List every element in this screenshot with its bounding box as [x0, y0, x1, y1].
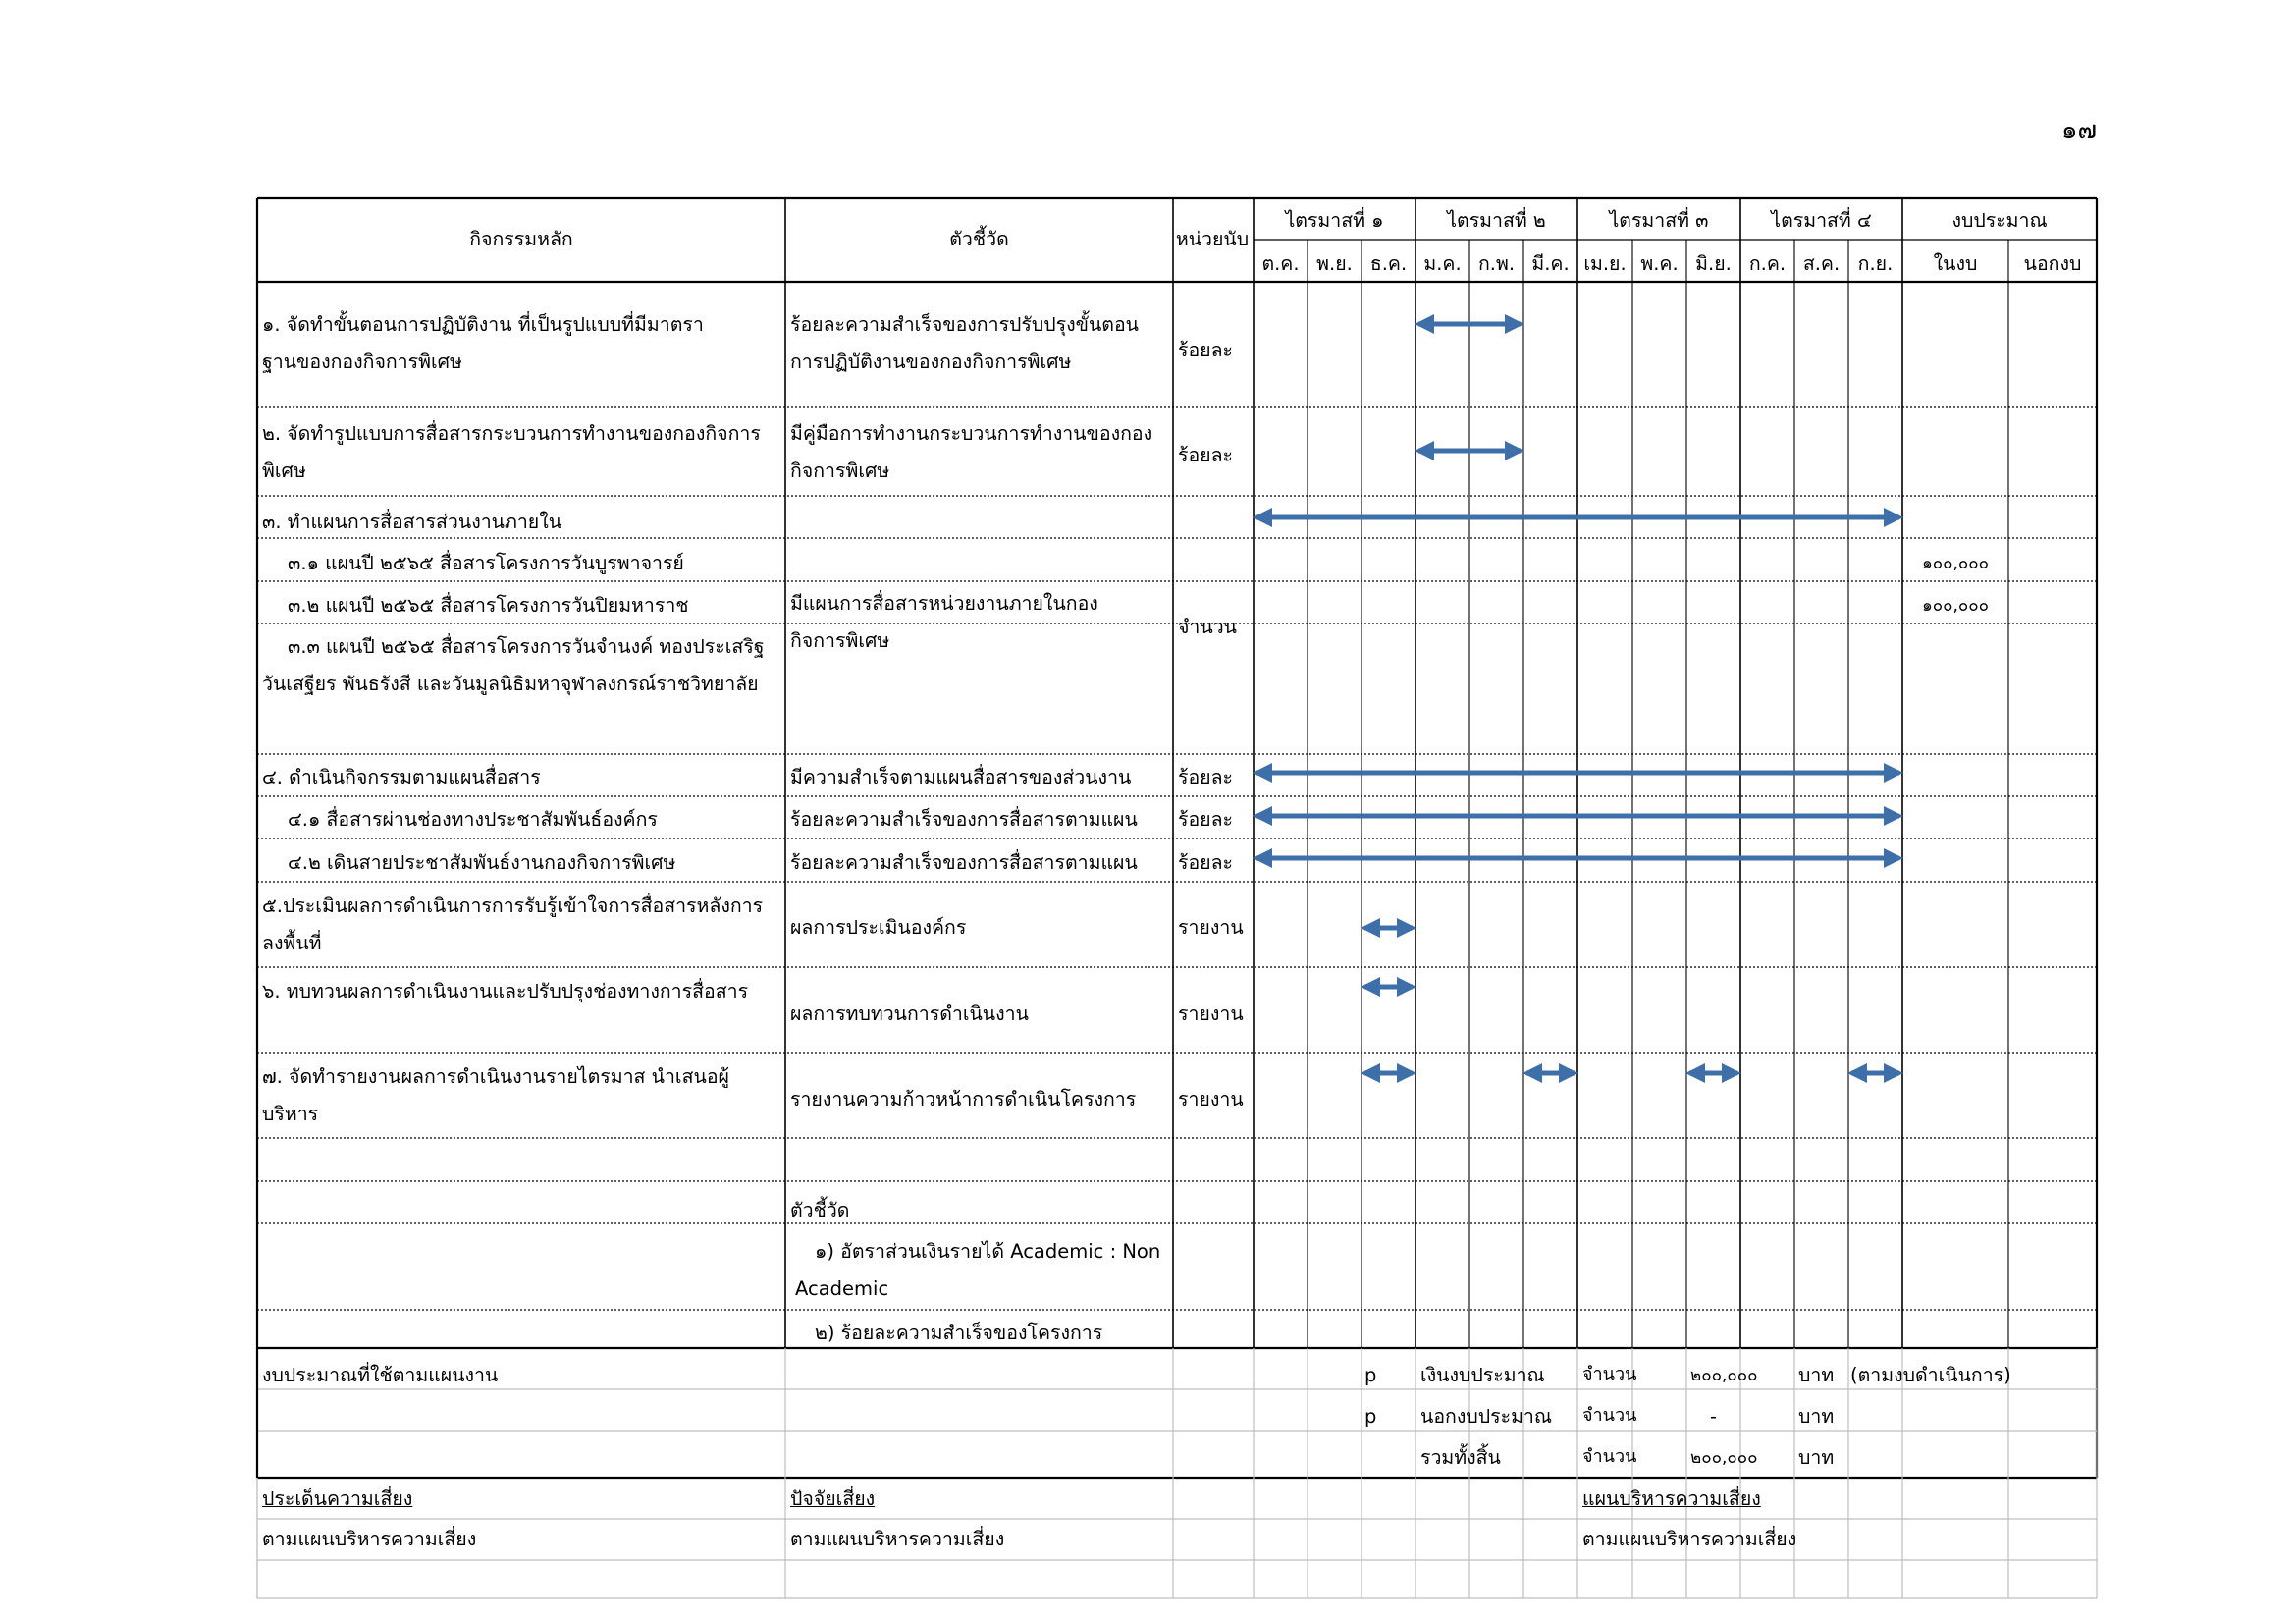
kpi-title: ตัวชี้วัด	[790, 1199, 850, 1221]
row3-indicator: มีแผนการสื่อสารหน่วยงานภายในกองกิจการพิเศษ	[790, 592, 1098, 653]
budget-bullet-1: p	[1364, 1364, 1377, 1386]
header-quarter-1: ไตรมาสที่ ๑	[1285, 209, 1384, 232]
budget-off-amount: -	[1710, 1405, 1718, 1428]
row2-activity: ๒. จัดทำรูปแบบการสื่อสารกระบวนการทำงานของกองกิจการพิเศษ	[262, 422, 761, 483]
month-jul: ก.ค.	[1748, 252, 1787, 275]
header-in-budget: ในงบ	[1933, 252, 1978, 275]
month-nov: พ.ย.	[1316, 252, 1353, 275]
row4-activity: ๔. ดำเนินกิจกรรมตามแผนสื่อสาร	[262, 766, 541, 788]
month-may: พ.ค.	[1640, 252, 1679, 275]
row41-indicator: ร้อยละความสำเร็จของการสื่อสารตามแผน	[790, 808, 1138, 831]
month-jun: มิ.ย.	[1695, 252, 1732, 275]
risk-plan-value: ตามแผนบริหารความเสี่ยง	[1582, 1528, 1797, 1550]
row42-indicator: ร้อยละความสำเร็จของการสื่อสารตามแผน	[790, 851, 1138, 874]
month-jan: ม.ค.	[1423, 252, 1462, 275]
row5-activity: ๕.ประเมินผลการดำเนินการการรับรู้เข้าใจการสื่อสารหลังการลงพื้นที่	[262, 894, 764, 955]
row3-unit: จำนวน	[1178, 616, 1237, 638]
row2-unit: ร้อยละ	[1178, 444, 1234, 466]
row6-indicator: ผลการทบทวนการดำเนินงาน	[790, 1002, 1029, 1025]
budget-in-amount-label: จำนวน	[1582, 1364, 1637, 1384]
budget-in-currency: บาท	[1798, 1364, 1835, 1386]
budget-in-amount: ๒๐๐,๐๐๐	[1690, 1366, 1758, 1385]
budget-total-currency: บาท	[1798, 1446, 1835, 1469]
row4-unit: ร้อยละ	[1178, 766, 1234, 788]
header-quarter-2: ไตรมาสที่ ๒	[1447, 209, 1546, 232]
row3-sub2-budget: ๑๐๐,๐๐๐	[1921, 596, 1990, 616]
budget-total-label: รวมทั้งสิ้น	[1420, 1446, 1501, 1469]
row3-sub1: ๓.๑ แผนปี ๒๕๖๕ สื่อสารโครงการวันบูรพาจารย์	[288, 552, 684, 574]
row7-activity: ๗. จัดทำรายงานผลการดำเนินงานรายไตรมาส นำเสนอผู้บริหาร	[262, 1065, 729, 1126]
budget-off-currency: บาท	[1798, 1405, 1835, 1428]
row3-sub2: ๓.๒ แผนปี ๒๕๖๕ สื่อสารโครงการวันปิยมหาราช	[288, 594, 689, 617]
row3-sub1-budget: ๑๐๐,๐๐๐	[1921, 554, 1990, 573]
budget-note: (ตามงบดำเนินการ)	[1850, 1364, 2011, 1386]
row6-activity: ๖. ทบทวนผลการดำเนินงานและปรับปรุงช่องทางการสื่อสาร	[262, 980, 749, 1002]
budget-total-amount: ๒๐๐,๐๐๐	[1690, 1448, 1758, 1468]
page-number: ๑๗	[2061, 116, 2098, 145]
row42-activity: ๔.๒ เดินสายประชาสัมพันธ์งานกองกิจการพิเศษ	[288, 851, 676, 874]
row4-indicator: มีความสำเร็จตามแผนสื่อสารของส่วนงาน	[790, 766, 1132, 788]
header-quarter-4: ไตรมาสที่ ๔	[1771, 209, 1872, 232]
month-mar: มี.ค.	[1531, 252, 1570, 275]
risk-plan-header: แผนบริหารความเสี่ยง	[1582, 1488, 1761, 1510]
month-aug: ส.ค.	[1802, 252, 1841, 275]
kpi-item-2: ๒) ร้อยละความสำเร็จของโครงการ	[815, 1322, 1103, 1344]
risk-issue-value: ตามแผนบริหารความเสี่ยง	[262, 1528, 477, 1550]
header-indicator: ตัวชี้วัด	[949, 228, 1009, 250]
month-oct: ต.ค.	[1261, 252, 1300, 275]
kpi-item-1: ๑) อัตราส่วนเงินรายได้ Academic : Non Academic	[795, 1240, 1161, 1301]
row1-unit: ร้อยละ	[1178, 339, 1234, 361]
row5-indicator: ผลการประเมินองค์กร	[790, 916, 967, 939]
row5-unit: รายงาน	[1178, 916, 1244, 939]
risk-factor-header: ปัจจัยเสี่ยง	[790, 1488, 876, 1510]
row6-unit: รายงาน	[1178, 1002, 1244, 1025]
row1-indicator: ร้อยละความสำเร็จของการปรับปรุงขั้นตอนการปฏิบัติงานของกองกิจการพิเศษ	[790, 313, 1140, 374]
month-feb: ก.พ.	[1477, 252, 1516, 275]
header-budget: งบประมาณ	[1951, 209, 2048, 232]
month-dec: ธ.ค.	[1369, 252, 1408, 275]
budget-off-amount-label: จำนวน	[1582, 1405, 1637, 1426]
row41-activity: ๔.๑ สื่อสารผ่านช่องทางประชาสัมพันธ์องค์กร	[288, 808, 658, 831]
month-apr: เม.ย.	[1583, 252, 1627, 275]
row42-unit: ร้อยละ	[1178, 851, 1234, 874]
header-activity: กิจกรรมหลัก	[469, 228, 573, 250]
row3-sub3: ๓.๓ แผนปี ๒๕๖๕ สื่อสารโครงการวันจำนงค์ ทองประเสริฐ วันเสฐียร พันธรังสี และวันมูลนิธิมหาจุฬาลงกรณ์ราชวิทยาลัย	[262, 635, 765, 696]
row7-unit: รายงาน	[1178, 1088, 1244, 1110]
month-sep: ก.ย.	[1857, 252, 1894, 275]
risk-issue-header: ประเด็นความเสี่ยง	[262, 1488, 413, 1510]
header-off-budget: นอกงบ	[2023, 252, 2082, 275]
header-quarter-3: ไตรมาสที่ ๓	[1609, 209, 1709, 232]
row41-unit: ร้อยละ	[1178, 808, 1234, 831]
budget-summary-label: งบประมาณที่ใช้ตามแผนงาน	[262, 1364, 499, 1386]
risk-factor-value: ตามแผนบริหารความเสี่ยง	[790, 1528, 1005, 1550]
budget-in-label: เงินงบประมาณ	[1420, 1364, 1545, 1386]
row3-activity: ๓. ทำแผนการสื่อสารส่วนงานภายใน	[262, 511, 562, 533]
budget-off-label: นอกงบประมาณ	[1420, 1405, 1552, 1428]
row7-indicator: รายงานความก้าวหน้าการดำเนินโครงการ	[790, 1088, 1137, 1110]
header-unit: หน่วยนับ	[1175, 228, 1250, 250]
budget-total-amount-label: จำนวน	[1582, 1446, 1637, 1467]
row2-indicator: มีคู่มือการทำงานกระบวนการทำงานของกองกิจการพิเศษ	[790, 422, 1153, 483]
budget-bullet-2: p	[1364, 1405, 1377, 1428]
row1-activity: ๑. จัดทำขั้นตอนการปฏิบัติงาน ที่เป็นรูปแบบที่มีมาตราฐานของกองกิจการพิเศษ	[262, 313, 704, 374]
